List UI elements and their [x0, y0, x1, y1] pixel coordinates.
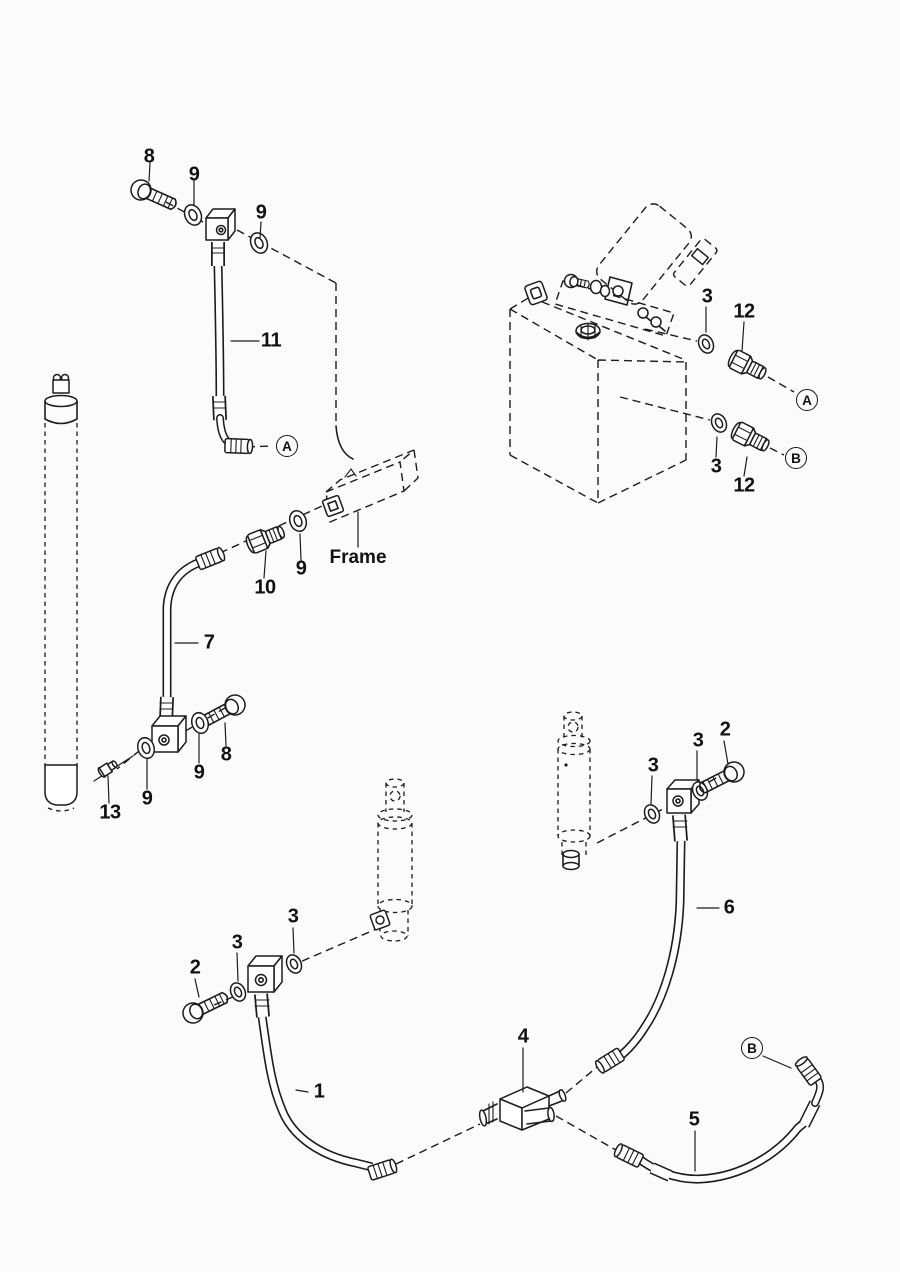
washer-9-top-2 — [247, 230, 270, 256]
fitting-12-b — [729, 420, 772, 455]
hose-6 — [594, 780, 699, 1074]
ref-circle-a2: A — [796, 389, 818, 411]
callout-11: 11 — [260, 329, 282, 352]
callout-9c: 9 — [295, 557, 307, 580]
callout-5: 5 — [688, 1108, 700, 1131]
washer-3-c — [642, 802, 663, 825]
hose-5 — [613, 1055, 822, 1179]
bolt-2-left — [180, 987, 232, 1026]
hose-7-elbow — [152, 716, 186, 752]
callout-6: 6 — [723, 896, 735, 919]
callout-3d: 3 — [692, 729, 704, 752]
callout-9a: 9 — [188, 163, 200, 186]
hose-11 — [206, 209, 253, 454]
pump-bolt — [563, 273, 590, 291]
hose-6-end-fitting — [594, 1048, 625, 1074]
hose-1-elbow — [248, 956, 282, 992]
fitting-10 — [244, 522, 287, 555]
callout-12a: 12 — [733, 300, 755, 323]
callout-9b: 9 — [255, 201, 267, 224]
callout-2a: 2 — [719, 718, 731, 741]
callout-10: 10 — [254, 576, 276, 599]
hose-5-top-fitting — [794, 1055, 822, 1086]
callout-3f: 3 — [287, 905, 299, 928]
fitting-12-a — [726, 348, 769, 383]
callout-3a: 3 — [701, 285, 713, 308]
frame-block — [322, 426, 418, 522]
washer-3-a — [696, 332, 717, 355]
callout-8b: 8 — [220, 743, 232, 766]
frame-port — [322, 495, 344, 517]
hose-1 — [248, 956, 398, 1180]
washer-9-top-1 — [181, 202, 204, 228]
ref-circle-b1: B — [785, 447, 807, 469]
callout-8a: 8 — [143, 145, 155, 168]
hose-7-end-fitting — [195, 547, 226, 570]
cylinder-left — [45, 375, 77, 812]
ref-circle-a1: A — [276, 435, 298, 457]
hose-1-end-fitting — [367, 1159, 398, 1181]
pump-port-b — [651, 317, 665, 331]
bolt-2-right — [696, 759, 748, 798]
callout-leader-lines — [108, 163, 791, 1171]
mounting-bracket — [524, 281, 548, 306]
callout-2b: 2 — [189, 956, 201, 979]
callout-4: 4 — [517, 1025, 529, 1048]
cylinder-right — [558, 712, 590, 870]
callout-9e: 9 — [141, 787, 153, 810]
washer-9-elbow — [189, 711, 211, 736]
callout-13: 13 — [99, 801, 121, 824]
callout-3b: 3 — [710, 455, 722, 478]
bolt-8-top — [128, 177, 180, 215]
pump-motor-unit — [555, 200, 718, 336]
callout-3c: 3 — [647, 754, 659, 777]
callout-1: 1 — [313, 1080, 325, 1103]
callout-7: 7 — [203, 631, 215, 654]
hose-11-elbow — [206, 209, 235, 240]
washer-3-f — [284, 952, 305, 975]
tee-fitting-4 — [478, 1087, 567, 1130]
ref-circle-b2: B — [741, 1037, 763, 1059]
washer-3-e — [228, 980, 249, 1003]
frame-label: Frame — [329, 547, 387, 568]
plug-13 — [97, 759, 119, 779]
callout-9d: 9 — [193, 761, 205, 784]
hydraulic-tank — [510, 281, 686, 503]
washer-3-b — [709, 411, 730, 434]
cylinder-center — [370, 779, 412, 941]
cylinder-right-port — [563, 851, 579, 870]
pump-port-a — [638, 308, 652, 322]
callout-12b: 12 — [733, 474, 755, 497]
hose-5-left-fitting — [613, 1143, 644, 1168]
filler-cap — [576, 323, 600, 340]
hose-11-end-fitting — [225, 439, 253, 454]
washer-9-mid — [287, 508, 309, 533]
callout-3e: 3 — [231, 931, 243, 954]
